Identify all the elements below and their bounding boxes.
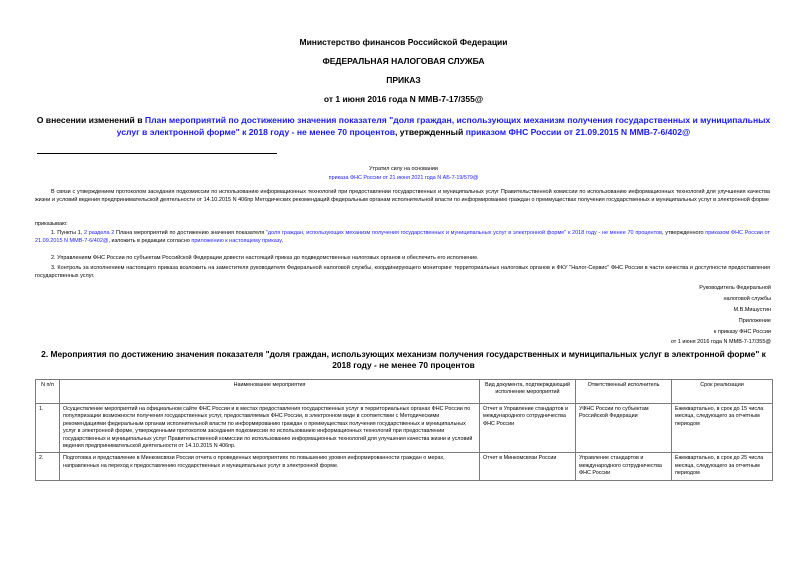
header-num: N п/п — [36, 380, 60, 404]
paragraph-preamble: В связи с утверждением протоколом заседания подкомиссии по использованию информационных технологий при предоставлении государственных и муниципальных услуг Правительственной комиссии по использованию информационных технологий для улучшения качества жизни и условий ведения предпринимательской деятельности от 14.10.2015 N 406пр Методических рекомендаций федеральным органам исполнительной власти по информированию граждан о преимуществах получения государственных и муниципальных услуг в электронной форме — [35, 189, 770, 203]
row-doc: Отчет в Управление стандартов и международного сотрудничества ФНС России — [480, 404, 576, 453]
doc-type-heading: ПРИКАЗ — [386, 75, 421, 85]
paragraph-item-2: 2. Управлениям ФНС России по субъектам Российской Федерации довести настоящий приказ до подведомственных налоговых органов и обеспечить его исполнение. — [51, 255, 479, 261]
title-middle: , утвержденный — [395, 127, 466, 137]
section-title: 2. Мероприятия по достижению значения показателя "доля граждан, использующих механизм получения государственных и муниципальных услуг в электронной форме" к 2018 году - не менее 70 процентов — [41, 349, 766, 370]
item1-appendix-link[interactable]: приложению к настоящему приказу — [191, 237, 282, 244]
item1-text-c: , утвержденного — [662, 230, 706, 236]
title-divider — [37, 153, 277, 154]
title-prefix: О внесении изменений в — [36, 115, 145, 125]
appendix-label: Приложение — [738, 318, 771, 324]
header-name: Наименование мероприятия — [60, 380, 480, 404]
row-doc: Отчет в Минкомсвязи России — [480, 453, 576, 480]
row-num: 1. — [36, 404, 60, 453]
row-num: 2. — [36, 453, 60, 480]
table-row — [36, 453, 773, 480]
table-row — [36, 404, 773, 453]
item1-section-link[interactable]: 2 раздела 2 — [83, 230, 115, 236]
row-term: Ежеквартально, в срок до 25 числа месяца, следующего за отчетным периодом — [672, 453, 773, 480]
signature-position: Руководитель Федеральной — [699, 285, 771, 291]
row-responsible: УФНС России по субъектам Российской Федерации — [576, 404, 672, 453]
row-responsible: Управление стандартов и международного сотрудничества ФНС России — [576, 453, 672, 480]
paragraph-item-3: 3. Контроль за исполнением настоящего приказа возложить на заместителя руководителя Федеральной налоговой службы, координирующего мониторинг территориальных налоговых органов и ФКУ "Налог-Сервис" ФНС России в части качества и доступности предоставления государственных услуг. — [35, 265, 770, 279]
title-plan-link[interactable]: План мероприятий по достижению значения показателя "доля граждан, использующих механизм получения государственных и муниципальных услуг в электронной форме" к 2018 году - не менее 70 процентов — [116, 115, 771, 137]
lost-force-link[interactable]: приказа ФНС России от 21 июня 2021 года N АБ-7-19/579@ — [328, 175, 479, 181]
item1-indicator-link[interactable]: "доля граждан, использующих механизм получения государственных и муниципальных услуг в электронной форме" к 2018 году - не менее 70 процентов — [265, 230, 663, 236]
item1-text-e: . — [281, 237, 283, 244]
service-heading: ФЕДЕРАЛЬНАЯ НАЛОГОВАЯ СЛУЖБА — [322, 56, 485, 66]
row-term: Ежеквартально, в срок до 15 числа месяца, следующего за отчетным периодом — [672, 404, 773, 453]
signature-name: М.В.Мишустин — [733, 307, 771, 313]
signature-org: налоговой службы — [723, 296, 771, 302]
row-name: Подготовка и представление в Минкомсвязи России отчета о проведенных мероприятиях по повышению уровня информированности граждан о мерах, направленных на переход к предоставлению государственных и муниципальных услуг в электронной форме. — [60, 453, 480, 480]
row-name: Осуществление мероприятий на официальном сайте ФНС России и в местах предоставления государственных услуг в территориальных органах ФНС России по популяризации возможности получения государственных услуг, предоставляемых ФНС России, в электронном виде в соответствии с Методическими рекомендациями федеральным органам исполнительной власти по информированию граждан о преимуществах получения государственных и муниципальных услуг в электронной форме, утвержденными протоколом заседания подкомиссии по использованию информационных технологий при предоставлении государственных и муниципальных услуг Правительственной комиссии по использованию информационных технологий для улучшения качества жизни и условий ведения предпринимательской деятельности от 14.10.2015 N 406пр. — [60, 404, 480, 453]
ministry-heading: Министерство финансов Российской Федерации — [299, 37, 508, 47]
lost-force-note: Утратил силу на основании — [369, 166, 438, 172]
title-order-link[interactable]: приказом ФНС России от 21.09.2015 N ММВ-7-6/402@ — [465, 127, 691, 137]
lost-force-link-wrap — [0, 174, 807, 182]
paragraph-order-word: приказываю: — [35, 221, 68, 227]
item1-text-d: , изложить в редакции согласно — [108, 237, 192, 244]
document-title — [28, 114, 779, 138]
table-header-row — [36, 380, 773, 404]
item1-order-link[interactable]: приказом ФНС России от 21.09.2015 N ММВ-7-6/402@ — [35, 230, 770, 244]
header-doc: Вид документа, подтверждающий исполнение мероприятий — [480, 380, 576, 404]
plan-table — [35, 379, 773, 481]
appendix-order: к приказу ФНС России — [713, 329, 771, 335]
doc-date-number: от 1 июня 2016 года N ММВ-7-17/355@ — [323, 94, 484, 104]
item1-text-a: 1. Пункты 1, — [51, 230, 84, 236]
item1-text-b: Плана мероприятий по достижению значения показателя — [114, 230, 266, 236]
appendix-date: от 1 июня 2016 года N ММВ-7-17/355@ — [670, 339, 771, 345]
header-term: Срок реализации — [672, 380, 773, 404]
paragraph-item-1 — [35, 230, 770, 246]
header-responsible: Ответственный исполнитель — [576, 380, 672, 404]
